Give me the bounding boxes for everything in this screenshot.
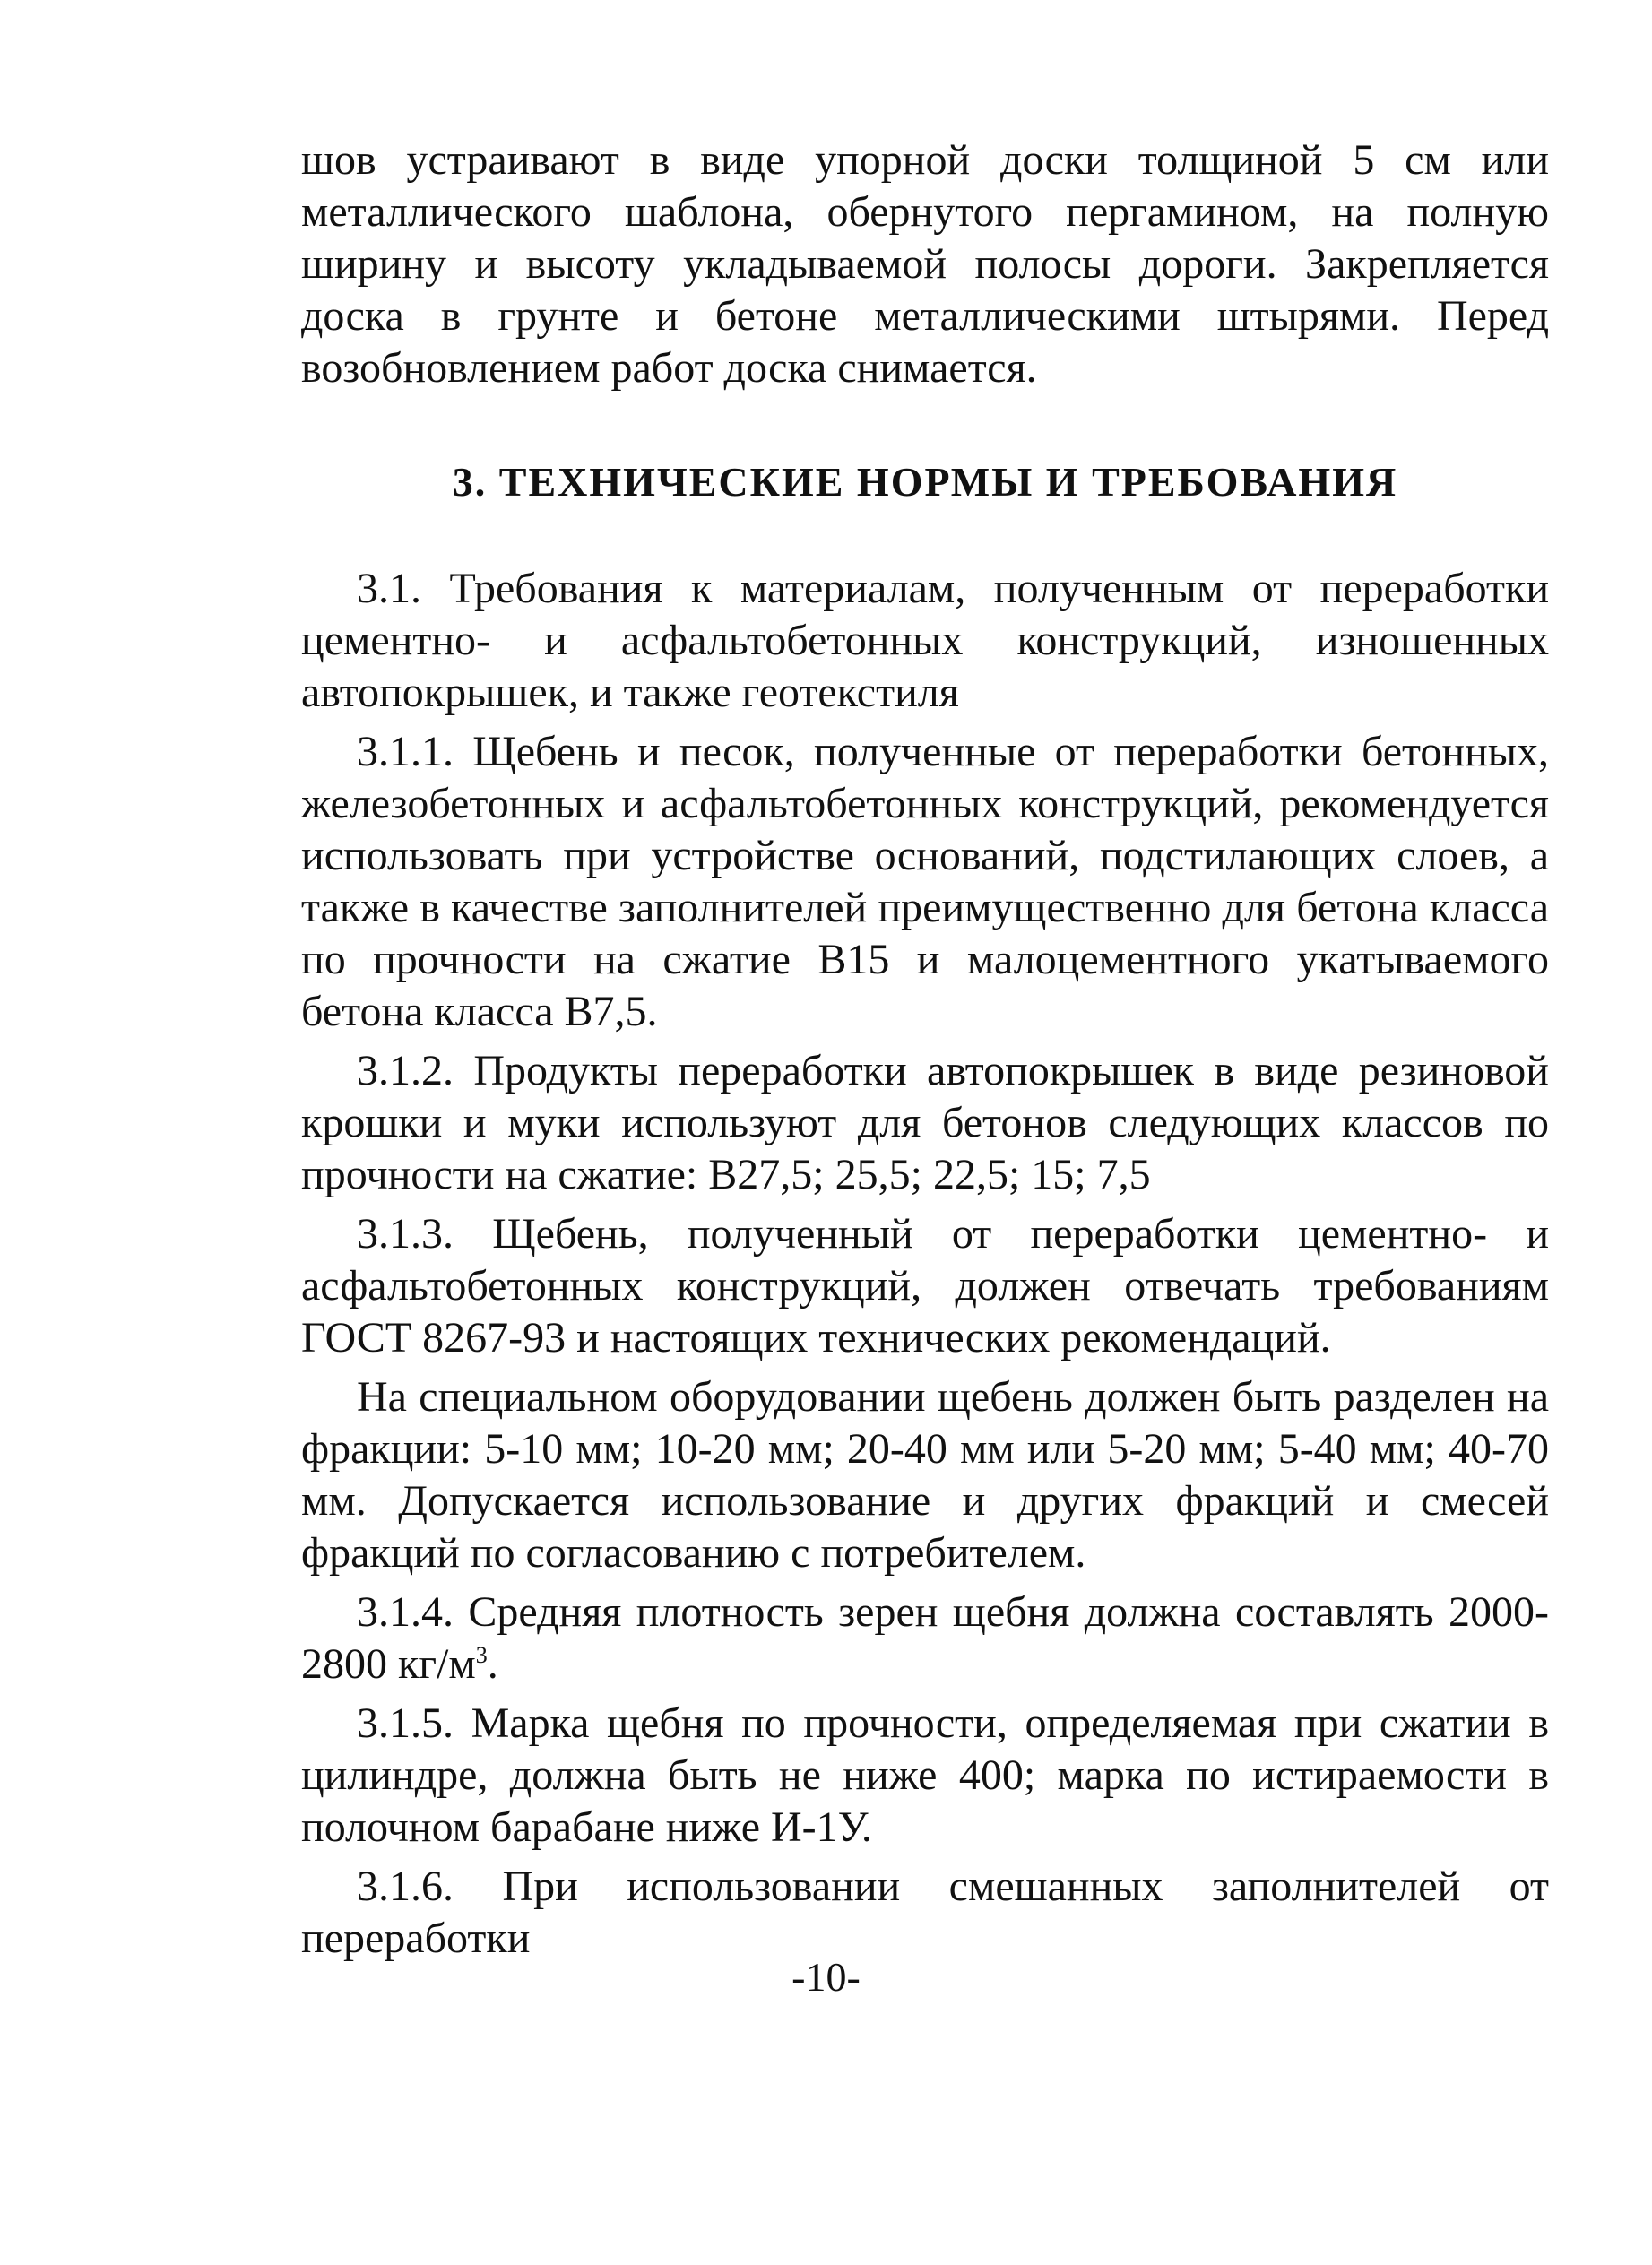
paragraph-3-1-5: 3.1.5. Марка щебня по прочности, определяемая при сжатии в цилиндре, должна быть не ниже 400; марка по истираемости в полочном барабане ниже И-1У. <box>301 1699 1549 1851</box>
page-number: -10- <box>791 1954 861 2000</box>
continuation-paragraph: шов устраивают в виде упорной доски толщиной 5 см или металлического шаблона, обернутого пергамином, на полную ширину и высоту укладываемой полосы дороги. Закрепляется доска в грунте и бетоне металлическими штырями. Перед возобновлением работ доска снимается. <box>301 136 1549 392</box>
paragraph-3-1-2: 3.1.2. Продукты переработки автопокрышек в виде резиновой крошки и муки используют для бетонов следующих классов по прочности на сжатие: В27,5; 25,5; 22,5; 15; 7,5 <box>301 1047 1549 1198</box>
document-page <box>301 134 1549 1965</box>
paragraph-3-1-1: 3.1.1. Щебень и песок, полученные от переработки бетонных, железобетонных и асфальтобетонных конструкций, рекомендуется использовать при устройстве оснований, подстилающих слоев, а также в качестве заполнителей преимущественно для бетона класса по прочности на сжатие В15 и малоцементного укатываемого бетона класса В7,5. <box>301 728 1549 1035</box>
paragraph-3-1-3: 3.1.3. Щебень, полученный от переработки цементно- и асфальтобетонных конструкций, должен отвечать требованиям ГОСТ 8267-93 и настоящих технических рекомендаций. <box>301 1210 1549 1362</box>
paragraph-3-1-4-end: . <box>487 1640 498 1688</box>
paragraph-3-1: 3.1. Требования к материалам, полученным от переработки цементно- и асфальтобетонных конструкций, изношенных автопокрышек, и также геотекстиля <box>301 565 1549 716</box>
paragraph-3-1-6: 3.1.6. При использовании смешанных заполнителей от переработки <box>301 1863 1549 1962</box>
section-heading: 3. ТЕХНИЧЕСКИЕ НОРМЫ И ТРЕБОВАНИЯ <box>452 459 1398 505</box>
paragraph-3-1-4 <box>301 1586 1549 1690</box>
paragraph-fractions: На специальном оборудовании щебень должен быть разделен на фракции: 5-10 мм; 10-20 мм; 20-40 мм или 5-20 мм; 5-40 мм; 40-70 мм. Допускается использование и других фракций и смесей фракций по согласованию с потребителем. <box>301 1373 1549 1577</box>
cubic-superscript: 3 <box>475 1642 488 1668</box>
paragraph-3-1-4-text: 3.1.4. Средняя плотность зерен щебня должна составлять 2000-2800 кг/м <box>301 1588 1549 1688</box>
